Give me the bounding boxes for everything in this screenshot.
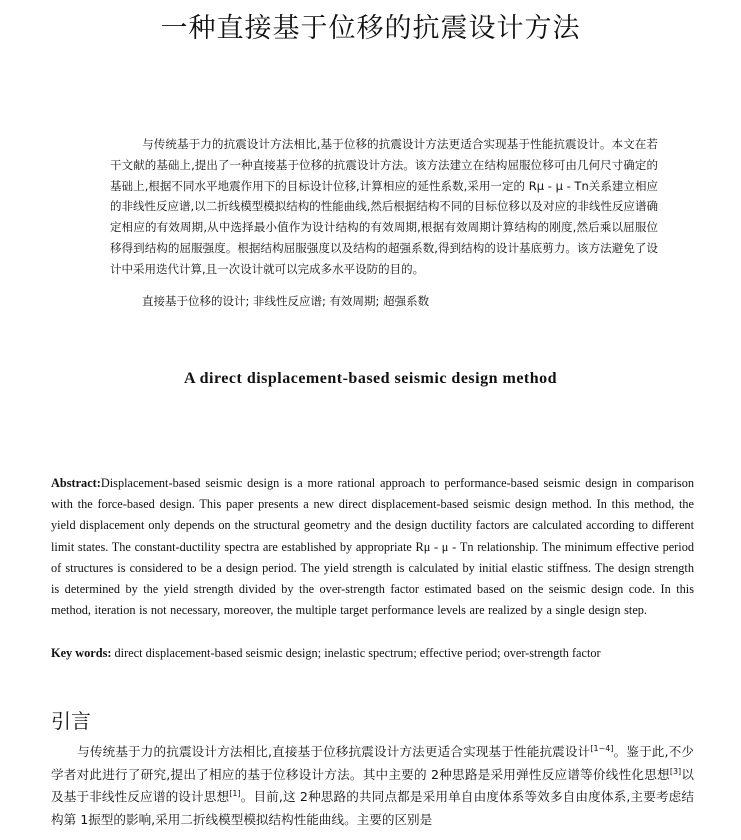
- english-keywords: [51, 643, 694, 664]
- citation-3: [3]: [669, 766, 682, 776]
- body-text-part2: 。鉴于此,不少学者对此进行了研究,提出了相应的基于位移设计方法。其中主要的 2种思路是采用弹性反应谱等价线性化思想: [51, 744, 694, 782]
- english-title: A direct displacement-based seismic design method: [183, 370, 558, 387]
- chinese-abstract-text: 与传统基于力的抗震设计方法相比,基于位移的抗震设计方法更适合实现基于性能抗震设计。本文在若干文献的基础上,提出了一种直接基于位移的抗震设计方法。该方法建立在结构屈服位移可由几何尺寸确定的基础上,根据不同水平地震作用下的目标设计位移,计算相应的延性系数,采用一定的 Rμ - μ - Tn关系建立相应的非线性反应谱,以二折线模型模拟结构的性能曲线,然后根据结构不同的目标位移以及对应的非线性反应谱确定相应的有效周期,从中选择最小值作为设计结构的有效周期,根据有效周期计算结构的刚度,然后乘以屈服位移得到结构的屈服强度。根据结构屈服强度以及结构的超强系数,得到结构的设计基底剪力。该方法避免了设计中采用迭代计算,且一次设计就可以完成多水平设防的目的。: [110, 137, 658, 276]
- body-text-part1: 与传统基于力的抗震设计方法相比,直接基于位移抗震设计方法更适合实现基于性能抗震设计: [77, 744, 591, 759]
- paper-title: 一种直接基于位移的抗震设计方法: [160, 13, 581, 44]
- section-heading-introduction: 引言: [51, 709, 91, 733]
- citation-1: [1~4]: [590, 744, 614, 753]
- english-abstract-text: Displacement-based seismic design is a more rational approach to performance-based seismic design in comparison with the force-based design. This paper presents a new direct displacement-based seismic design method. In this method, the yield displacement only depends on the structural geometry and the design ductility factors are calculated according to different limit states. The constant-ductility spectra are established by appropriate Rμ - μ - Tn relationship. The minimum effective period of structures is considered to be a design period. The yield strength is calculated by initial elastic stiffness. The design strength is determined by the yield strength divided by the over-strength factor estimated based on the seismic design code. In this method, iteration is not necessary, moreover, the multiple target performance levels are realized by a single design step.: [51, 476, 694, 618]
- body-text-part3: 以及基于非线性反应谱的设计思想: [51, 766, 695, 804]
- body-text-part4: 。目前,这 2种思路的共同点都是采用单自由度体系等效多自由度体系,主要考虑结构第 1振型的影响,采用二折线模型模拟结构性能曲线。主要的区别是: [51, 789, 694, 827]
- citation-1b: [1]: [229, 789, 241, 798]
- english-abstract: [51, 473, 694, 621]
- keywords-label: Key words:: [51, 646, 112, 660]
- chinese-abstract: [110, 134, 658, 280]
- abstract-label: Abstract:: [51, 476, 101, 490]
- chinese-keywords: 直接基于位移的设计; 非线性反应谱; 有效周期; 超强系数: [142, 294, 430, 308]
- introduction-paragraph: [51, 741, 694, 831]
- english-keywords-text: direct displacement-based seismic design; inelastic spectrum; effective period; over-strength factor: [114, 646, 601, 660]
